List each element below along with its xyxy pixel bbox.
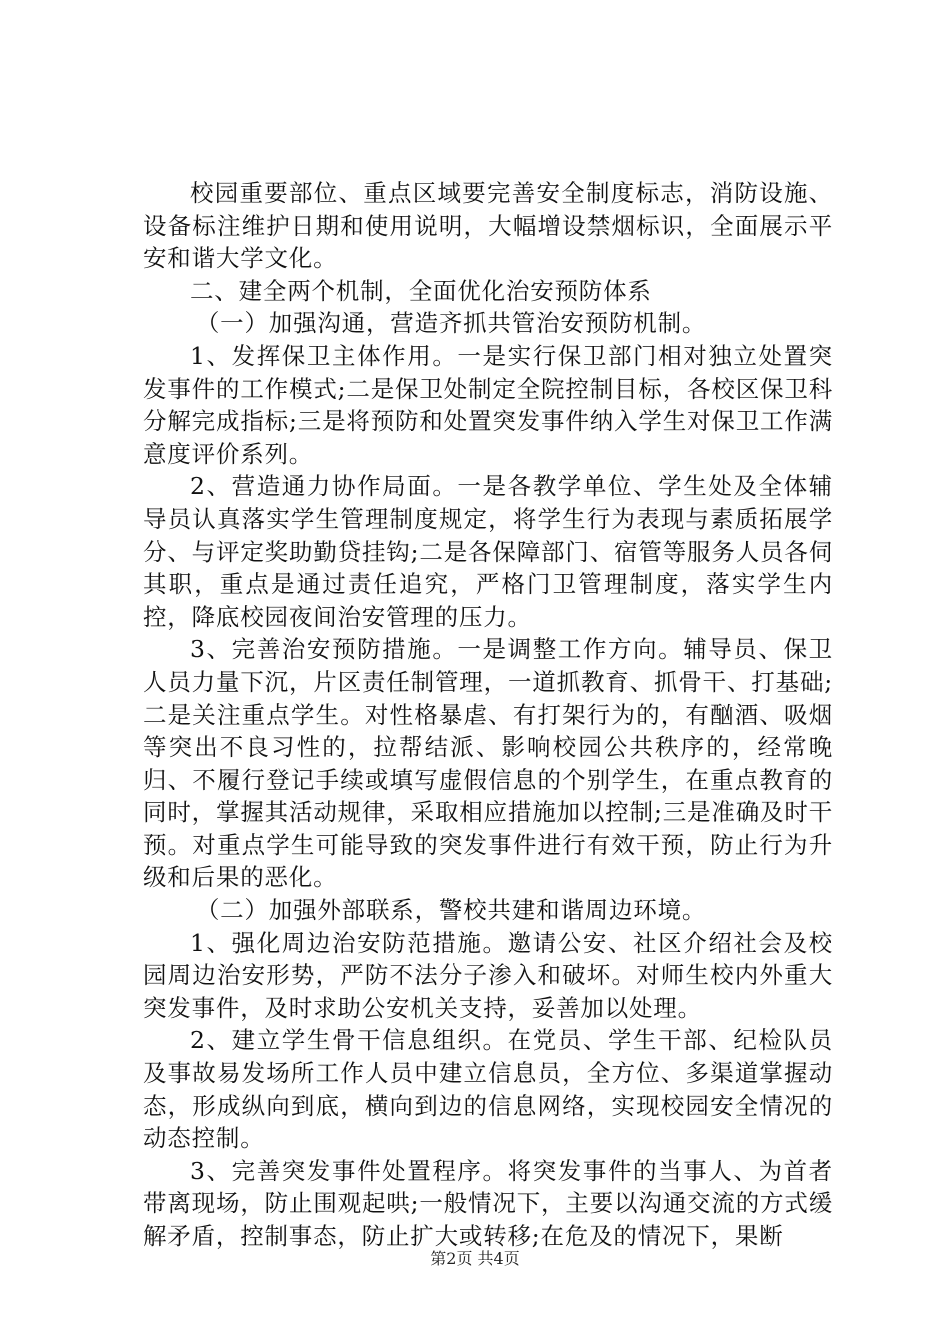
paragraph-campus-signage: 校园重要部位、重点区域要完善安全制度标志，消防设施、设备标注维护日期和使用说明，大幅增设禁烟标识，全面展示平安和谐大学文化。 <box>143 179 833 273</box>
section-heading-two-mechanisms: 二、建全两个机制，全面优化治安预防体系 <box>190 276 652 305</box>
subsection-heading-external-links: （二）加强外部联系，警校共建和谐周边环境。 <box>195 896 707 925</box>
document-body <box>143 177 833 1253</box>
paragraph-information-network: 2、建立学生骨干信息组织。在党员、学生干部、纪检队员及事故易发场所工作人员中建立信息员，全方位、多渠道掌握动态，形成纵向到底，横向到边的信息网络，实现校园安全情况的动态控制。 <box>143 1026 833 1153</box>
page-number-footer: 第2页 共4页 <box>430 1249 520 1268</box>
paragraph-prevention-measures: 3、完善治安预防措施。一是调整工作方向。辅导员、保卫人员力量下沉，片区责任制管理，一道抓教育、抓骨干、打基础;二是关注重点学生。对性格暴虐、有打架行为的，有酗酒、吸烟等突出不良习性的，拉帮结派、影响校园公共秩序的，经常晚归、不履行登记手续或填写虚假信息的个别学生，在重点教育的同时，掌握其活动规律，采取相应措施加以控制;三是准确及时干预。对重点学生可能导致的突发事件进行有效干预，防止行为升级和后果的恶化。 <box>143 635 833 892</box>
paragraph-surrounding-security: 1、强化周边治安防范措施。邀请公安、社区介绍社会及校园周边治安形势，严防不法分子渗入和破坏。对师生校内外重大突发事件，及时求助公安机关支持，妥善加以处理。 <box>143 928 833 1022</box>
paragraph-cooperation: 2、营造通力协作局面。一是各教学单位、学生处及全体辅导员认真落实学生管理制度规定，将学生行为表现与素质拓展学分、与评定奖助勤贷挂钩;二是各保障部门、宿管等服务人员各伺其职，重点是通过责任追究，严格门卫管理制度，落实学生内控，降底校园夜间治安管理的压力。 <box>143 472 833 631</box>
subsection-heading-communication: （一）加强沟通，营造齐抓共管治安预防机制。 <box>195 309 707 338</box>
paragraph-emergency-procedure: 3、完善突发事件处置程序。将突发事件的当事人、为首者带离现场，防止围观起哄;一般情况下，主要以沟通交流的方式缓解矛盾，控制事态，防止扩大或转移;在危及的情况下，果断 <box>143 1156 833 1250</box>
paragraph-security-role: 1、发挥保卫主体作用。一是实行保卫部门相对独立处置突发事件的工作模式;二是保卫处制定全院控制目标，各校区保卫科分解完成指标;三是将预防和处置突发事件纳入学生对保卫工作满意度评价系列。 <box>143 341 833 468</box>
